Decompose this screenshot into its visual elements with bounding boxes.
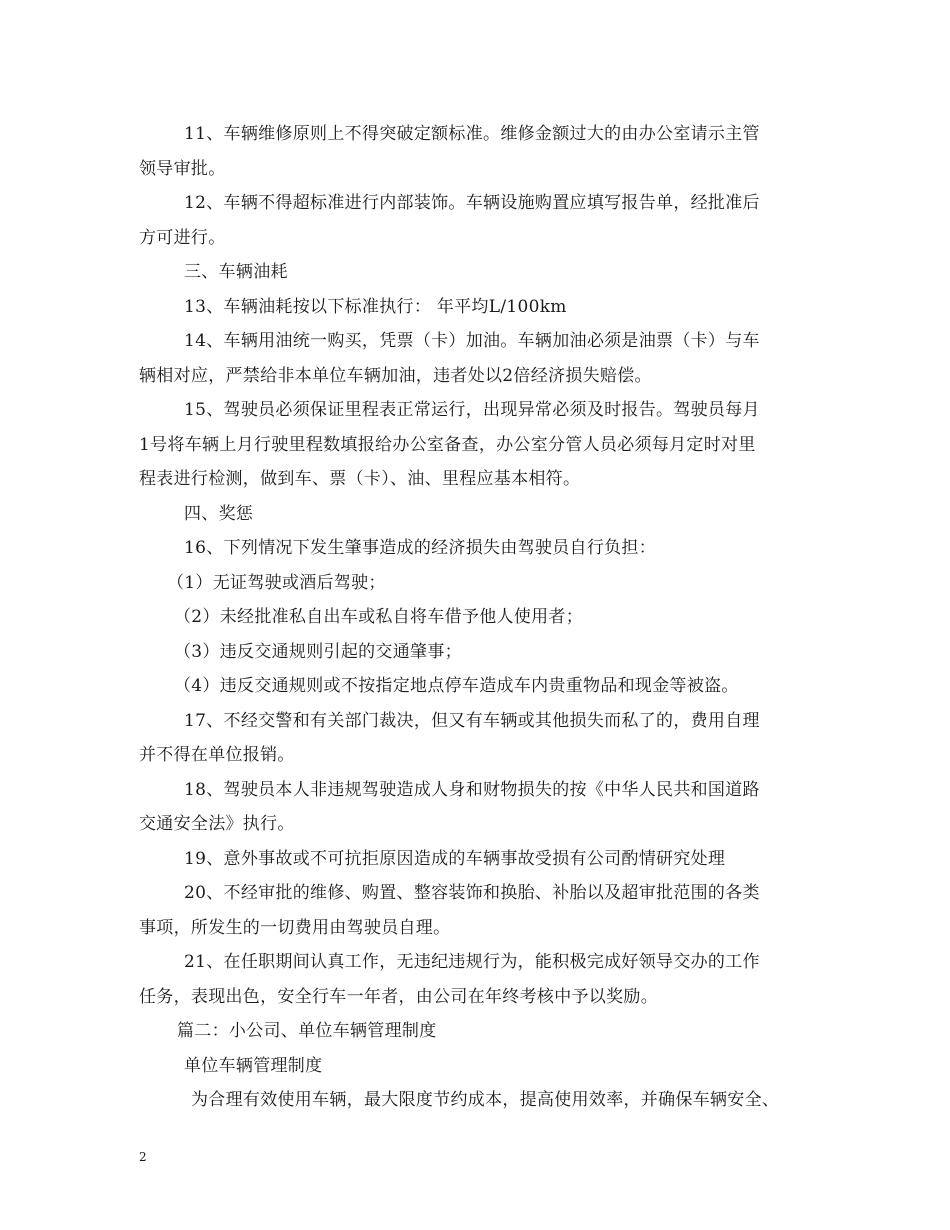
intro-paragraph-line-1: 为合理有效使用车辆，最大限度节约成本，提高使用效率，并确保车辆安全、 (191, 1090, 780, 1110)
document-body (139, 117, 819, 1118)
document-title: 单位车辆管理制度 (184, 1055, 323, 1076)
list-item-2: （2）未经批准私自出车或私自将车借予他人使用者； (174, 607, 584, 627)
paragraph-21-line-1: 21、在任职期间认真工作，无违纪违规行为，能积极完成好领导交办的工作 (184, 952, 760, 972)
paragraph-13: 13、车辆油耗按以下标准执行： 年平均L/100km (184, 296, 567, 317)
paragraph-15-line-2: 1号将车辆上月行驶里程数填报给办公室备查，办公室分管人员必须每月定时对里 (139, 434, 756, 455)
paragraph-14-line-2: 辆相对应，严禁给非本单位车辆加油，违者处以2倍经济损失赔偿。 (139, 365, 652, 386)
paragraph-15-line-1: 15、驾驶员必须保证里程表正常运行，出现异常必须及时报告。驾驶员每月 (184, 400, 760, 420)
paragraph-15-line-3: 程表进行检测，做到车、票（卡）、油、里程应基本相符。 (139, 469, 581, 489)
paragraph-19: 19、意外事故或不可抗拒原因造成的车辆事故受损有公司酌情研究处理 (184, 848, 726, 869)
paragraph-16: 16、下列情况下发生肇事造成的经济损失由驾驶员自行负担： (184, 538, 657, 558)
paragraph-18-line-2: 交通安全法》执行。 (139, 814, 295, 834)
paragraph-17-line-2: 并不得在单位报销。 (139, 745, 295, 765)
section-heading-rewards: 四、奖惩 (184, 503, 254, 524)
paragraph-12-line-2: 方可进行。 (139, 227, 226, 248)
page-number: 2 (139, 1150, 147, 1164)
list-item-3: （3）违反交通规则引起的交通肇事； (174, 641, 462, 662)
paragraph-17-line-1: 17、不经交警和有关部门裁决，但又有车辆或其他损失而私了的，费用自理 (184, 710, 760, 731)
list-item-4: （4）违反交通规则或不按指定地点停车造成车内贵重物品和现金等被盗。 (174, 676, 739, 696)
paragraph-14-line-1: 14、车辆用油统一购买，凭票（卡）加油。车辆加油必须是油票（卡）与车 (184, 331, 760, 351)
paragraph-11-line-1: 11、车辆维修原则上不得突破定额标准。维修金额过大的由办公室请示主管 (184, 124, 760, 144)
paragraph-20-line-1: 20、不经审批的维修、购置、整容装饰和换胎、补胎以及超审批范围的各类 (184, 883, 760, 903)
list-item-1: （1）无证驾驶或酒后驾驶； (167, 572, 386, 593)
paragraph-21-line-2: 任务，表现出色，安全行车一年者，由公司在年终考核中予以奖励。 (139, 986, 658, 1007)
section-heading-fuel: 三、车辆油耗 (184, 262, 288, 282)
paragraph-12-line-1: 12、车辆不得超标准进行内部装饰。车辆设施购置应填写报告单，经批准后 (184, 193, 760, 213)
paragraph-20-line-2: 事项，所发生的一切费用由驾驶员自理。 (139, 917, 451, 938)
paragraph-11-line-2: 领导审批。 (139, 158, 226, 179)
paragraph-18-line-1: 18、驾驶员本人非违规驾驶造成人身和财物损失的按《中华人民共和国道路 (184, 779, 760, 800)
chapter-heading: 篇二：小公司、单位车辆管理制度 (177, 1021, 437, 1041)
